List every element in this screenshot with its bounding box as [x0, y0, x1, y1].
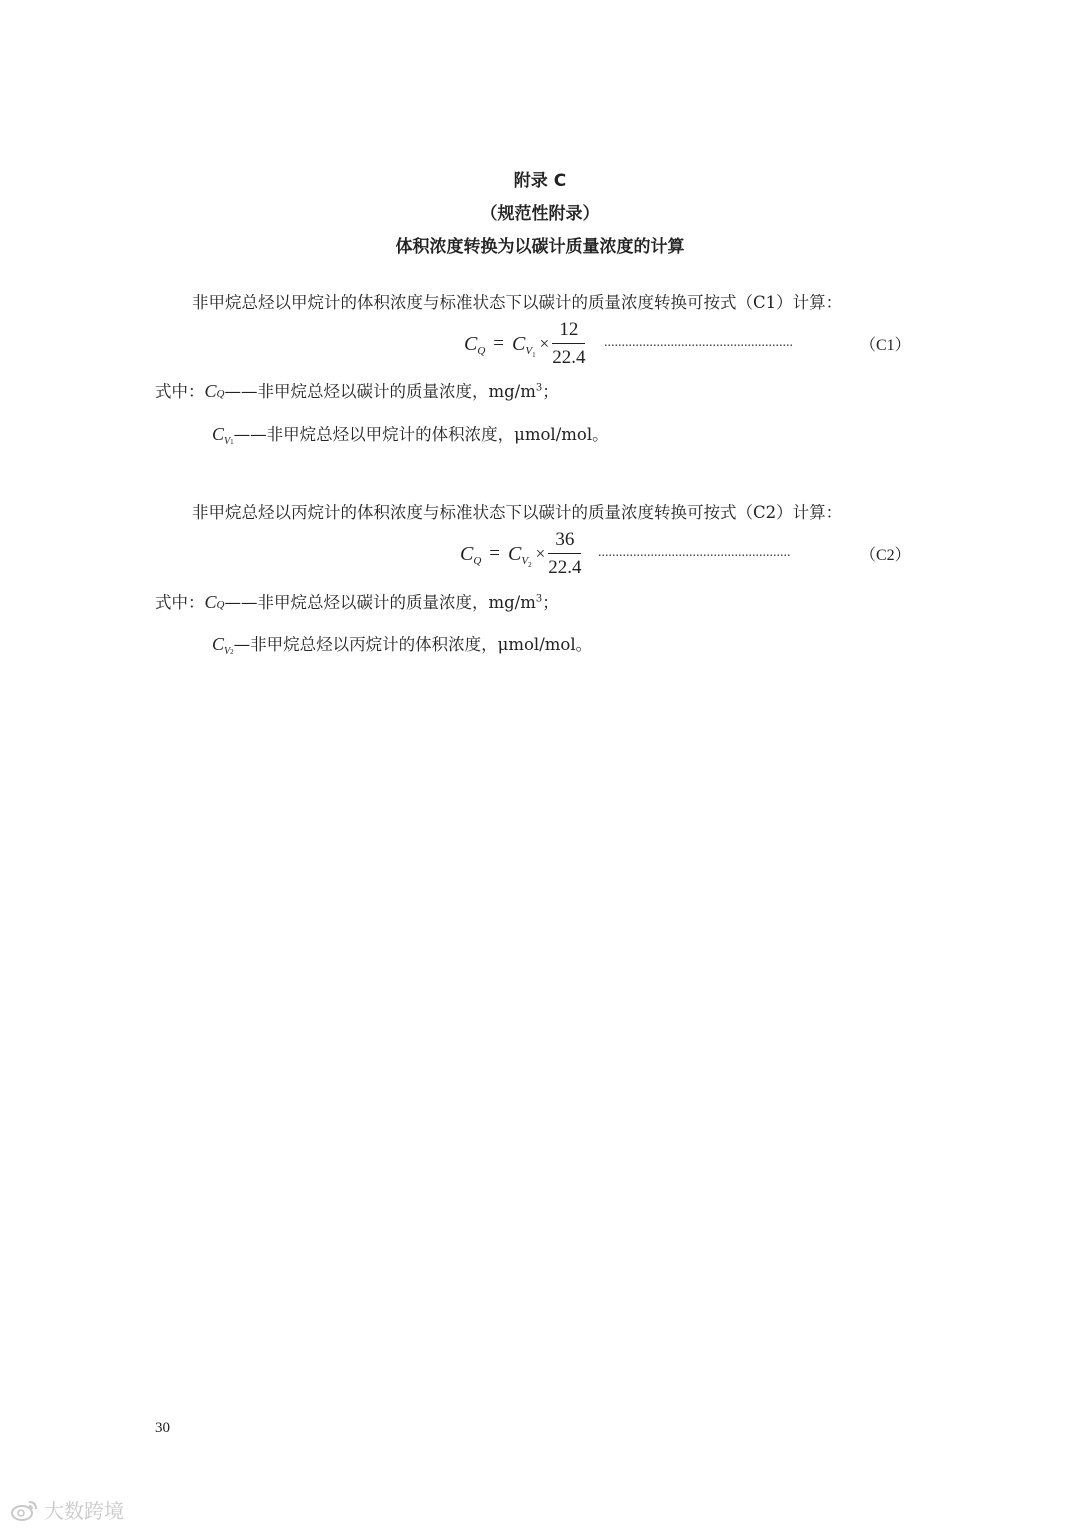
section2-intro: 非甲烷总烃以丙烷计的体积浓度与标准状态下以碳计的质量浓度转换可按式（C2）计算： — [192, 503, 843, 522]
section2-where-label: 式中： — [155, 593, 205, 612]
formula-c2-fraction — [548, 528, 581, 580]
formula-c1-numerator: 12 — [552, 318, 585, 344]
section2-def1-var: CQ — [204, 592, 225, 612]
formula-c2 — [460, 528, 581, 580]
formula-c2-times: × — [535, 544, 546, 563]
appendix-title: 附录 C — [513, 171, 567, 191]
section1-def2 — [212, 421, 609, 445]
section1-def1-sup: 3 — [535, 382, 543, 394]
section1-def2-text: ——非甲烷总烃以甲烷计的体积浓度，μmol/mol。 — [233, 425, 609, 444]
section1-def1-end: ； — [542, 382, 559, 401]
formula-c1-fraction — [552, 318, 585, 370]
section2-def1-end: ； — [542, 593, 559, 612]
section2-def2-text: —非甲烷总烃以丙烷计的体积浓度，μmol/mol。 — [233, 635, 593, 654]
formula-c2-denominator: 22.4 — [548, 557, 582, 578]
formula-c1-lhs: $C_Q$ — [464, 332, 486, 357]
formula-c2-lhs: $C_Q$ — [460, 542, 482, 567]
formula-c2-leader: ....................................................... — [598, 545, 791, 560]
section1-def1 — [155, 378, 559, 402]
section2-def1-sup: 3 — [535, 593, 543, 605]
section2-def1 — [155, 589, 559, 613]
formula-c1-times: × — [539, 334, 550, 353]
appendix-type: （规范性附录） — [480, 204, 600, 224]
weibo-style-logo-icon — [10, 1498, 40, 1522]
formula-c1-number: （C1） — [860, 337, 911, 354]
formula-c1-leader: ...................................................... — [604, 335, 793, 350]
section1-def2-var: $C_{V1}$ — [212, 424, 234, 447]
section2-def1-text: ——非甲烷总烃以碳计的质量浓度，mg/m — [224, 593, 536, 612]
section1-def1-text: ——非甲烷总烃以碳计的质量浓度，mg/m — [224, 382, 536, 401]
watermark — [10, 1495, 124, 1524]
formula-c2-number: （C2） — [860, 547, 911, 564]
section1-intro: 非甲烷总烃以甲烷计的体积浓度与标准状态下以碳计的质量浓度转换可按式（C1）计算： — [192, 293, 843, 312]
section2-def2-var: $C_{V2}$ — [212, 634, 234, 657]
watermark-text: 大数跨境 — [44, 1499, 124, 1523]
appendix-subject: 体积浓度转换为以碳计质量浓度的计算 — [395, 237, 685, 257]
section2-def2 — [212, 631, 592, 655]
formula-c1 — [464, 318, 585, 370]
formula-c2-equals: = — [489, 543, 501, 564]
formula-c2-numerator: 36 — [548, 528, 581, 554]
formula-c1-equals: = — [493, 333, 505, 354]
formula-c1-rhs: $C_{V_1}$ — [512, 332, 536, 359]
formula-c2-rhs: $C_{V_2}$ — [508, 542, 532, 569]
section1-def1-var: CQ — [204, 381, 225, 401]
section1-where-label: 式中： — [155, 382, 205, 401]
page-number: 30 — [155, 1420, 170, 1436]
formula-c1-denominator: 22.4 — [552, 347, 586, 368]
